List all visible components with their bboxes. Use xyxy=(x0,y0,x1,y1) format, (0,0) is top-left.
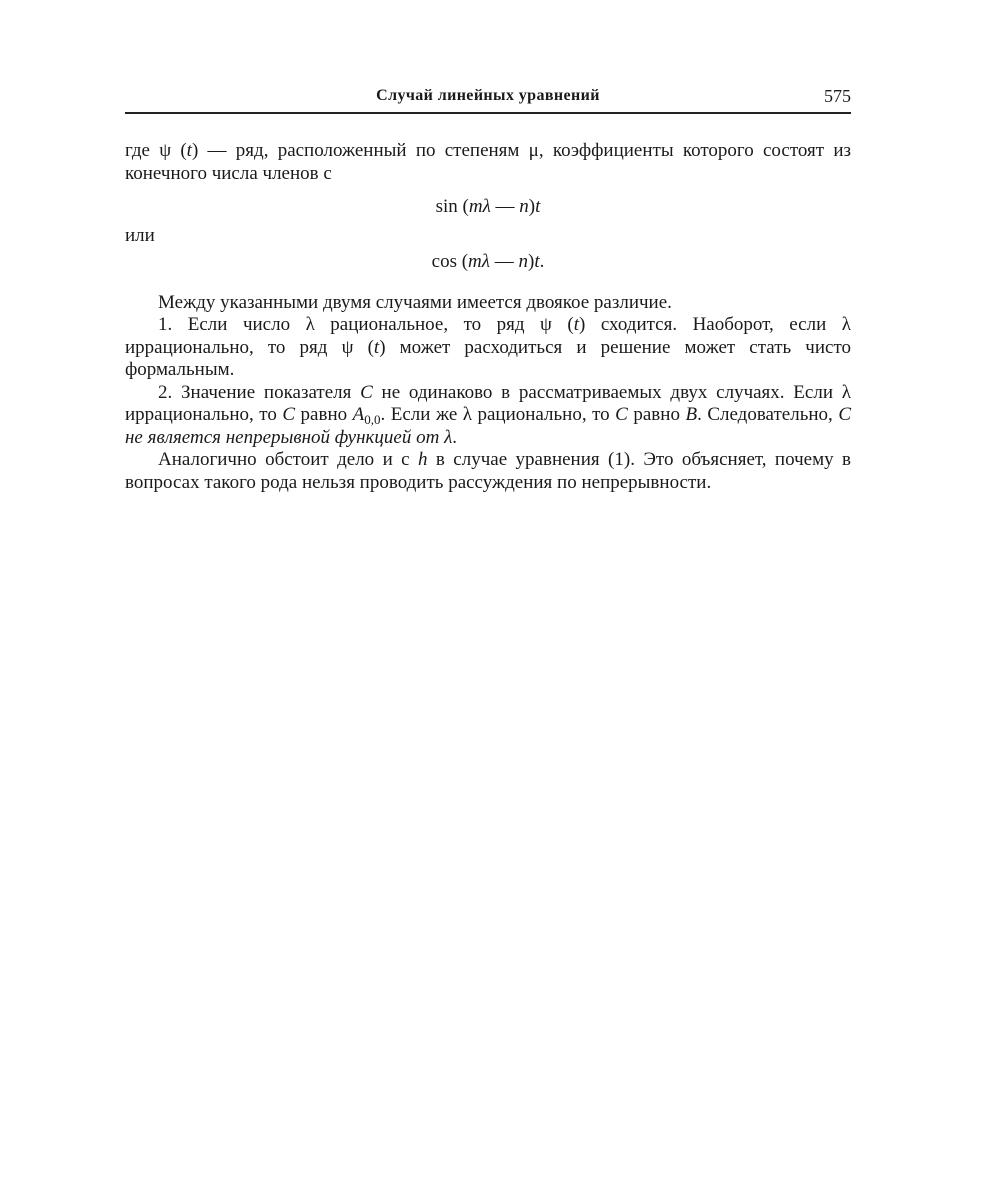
formula-cos: cos (mλ — n)t. xyxy=(431,251,545,272)
paragraph-difference: Между указанными двумя случаями имеется двоякое различие. xyxy=(158,291,672,313)
body-text xyxy=(125,140,851,494)
page-header xyxy=(125,82,851,114)
paragraph-point-1: 1. Если число λ рациональное, то ряд ψ (t) сходится. Наоборот, если λ иррационально, то ряд ψ (t) может расходиться и решение может стать чисто формальным. xyxy=(125,314,852,380)
running-title: Случай линейных уравнений xyxy=(376,87,600,104)
paragraph-point-2: 2. Значение показателя C не одинаково в рассматриваемых двух случаях. Если λ иррационально, то C равно $A_{0,0}$. Если же λ рационально, то C равно B. Следовательно, C не является непрерывной функцией от λ. xyxy=(125,381,851,448)
page xyxy=(125,82,851,494)
paragraph-series-description: где ψ (t) — ряд, расположенный по степеням μ, коэффициенты которого состоят из конечного числа членов с xyxy=(125,140,851,184)
or-text: или xyxy=(125,224,155,246)
paragraph-analogy: Аналогично обстоит дело и с h в случае уравнения (1). Это объясняет, почему в вопросах такого рода нельзя проводить рассуждения по непрерывности. xyxy=(125,449,851,493)
page-number: 575 xyxy=(824,86,851,106)
formula-sin: sin (mλ — n)t xyxy=(435,196,541,217)
